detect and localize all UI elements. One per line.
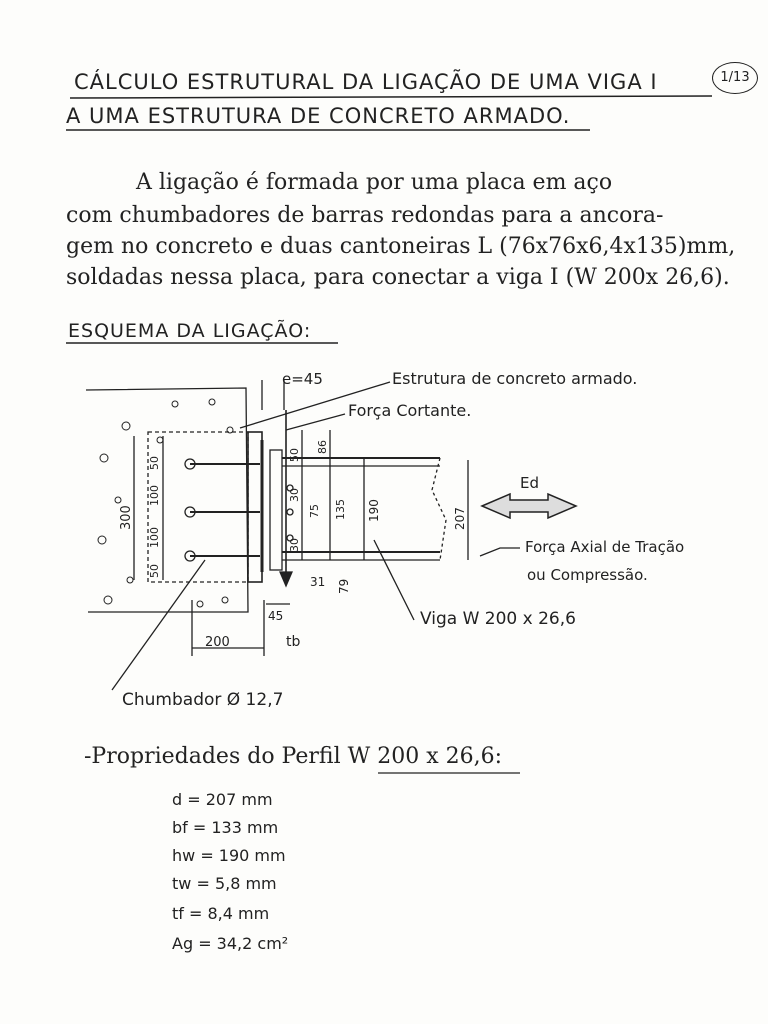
- leader-axial: [480, 548, 520, 556]
- intro-line-3: gem no concreto e duas cantoneiras L (76x76x6,4x135)mm,: [66, 234, 736, 259]
- leader-shear: [286, 414, 345, 430]
- anchor-bars: [190, 464, 260, 556]
- dim-31: 31: [310, 575, 326, 589]
- label-beam: Viga W 200 x 26,6: [420, 609, 576, 629]
- prop-tw: tw = 5,8 mm: [172, 874, 277, 893]
- dim-135: 135: [334, 499, 347, 520]
- prop-d: d = 207 mm: [172, 790, 273, 809]
- label-e: e=45: [282, 370, 323, 388]
- dim-50a: 50: [148, 456, 161, 470]
- prop-ag: Ag = 34,2 cm²: [172, 934, 289, 953]
- dim-50c: 50: [288, 448, 301, 462]
- concrete-texture: [98, 399, 233, 607]
- angle-leg: [270, 450, 282, 570]
- dim-100a: 100: [148, 485, 161, 506]
- page-number: 1/13: [712, 62, 758, 94]
- prop-hw: hw = 190 mm: [172, 846, 286, 865]
- intro-line-1: A ligação é formada por uma placa em aço: [136, 170, 613, 195]
- label-shear: Força Cortante.: [348, 401, 472, 420]
- dim-300: 300: [119, 505, 134, 530]
- intro-line-4: soldadas nessa placa, para conectar a viga I (W 200x 26,6).: [66, 265, 730, 290]
- dim-100b: 100: [148, 527, 161, 548]
- dim-190: 190: [367, 499, 381, 522]
- intro-line-2: com chumbadores de barras redondas para a ancora-: [66, 203, 664, 228]
- dim-200: 200: [205, 635, 230, 650]
- dim-45: 45: [268, 609, 284, 623]
- dim-79: 79: [337, 578, 351, 594]
- prop-tf: tf = 8,4 mm: [172, 904, 270, 923]
- dim-30b: 30: [288, 538, 301, 552]
- concrete-outline: [86, 388, 248, 612]
- dim-207: 207: [453, 507, 467, 530]
- scheme-title: ESQUEMA DA LIGAÇÃO:: [68, 320, 312, 342]
- title-line-2: A UMA ESTRUTURA DE CONCRETO ARMADO.: [66, 104, 571, 128]
- title-line-1: CÁLCULO ESTRUTURAL DA LIGAÇÃO DE UMA VIGA I: [74, 70, 658, 94]
- label-axial-1: Força Axial de Tração: [525, 538, 685, 556]
- axial-force-arrow: [482, 494, 576, 518]
- dim-75: 75: [308, 504, 321, 518]
- dim-30a: 30: [288, 488, 301, 502]
- label-ed: Ed: [520, 474, 539, 492]
- leader-anchor: [112, 560, 205, 690]
- dim-86: 86: [316, 440, 329, 454]
- label-tb: tb: [286, 634, 301, 650]
- label-anchor: Chumbador Ø 12,7: [122, 690, 284, 710]
- label-concrete: Estrutura de concreto armado.: [392, 369, 638, 388]
- steel-plate: [248, 432, 262, 582]
- dim-50b: 50: [148, 564, 161, 578]
- label-axial-2: ou Compressão.: [527, 566, 648, 584]
- prop-bf: bf = 133 mm: [172, 818, 279, 837]
- properties-title: -Propriedades do Perfil W 200 x 26,6:: [84, 744, 502, 769]
